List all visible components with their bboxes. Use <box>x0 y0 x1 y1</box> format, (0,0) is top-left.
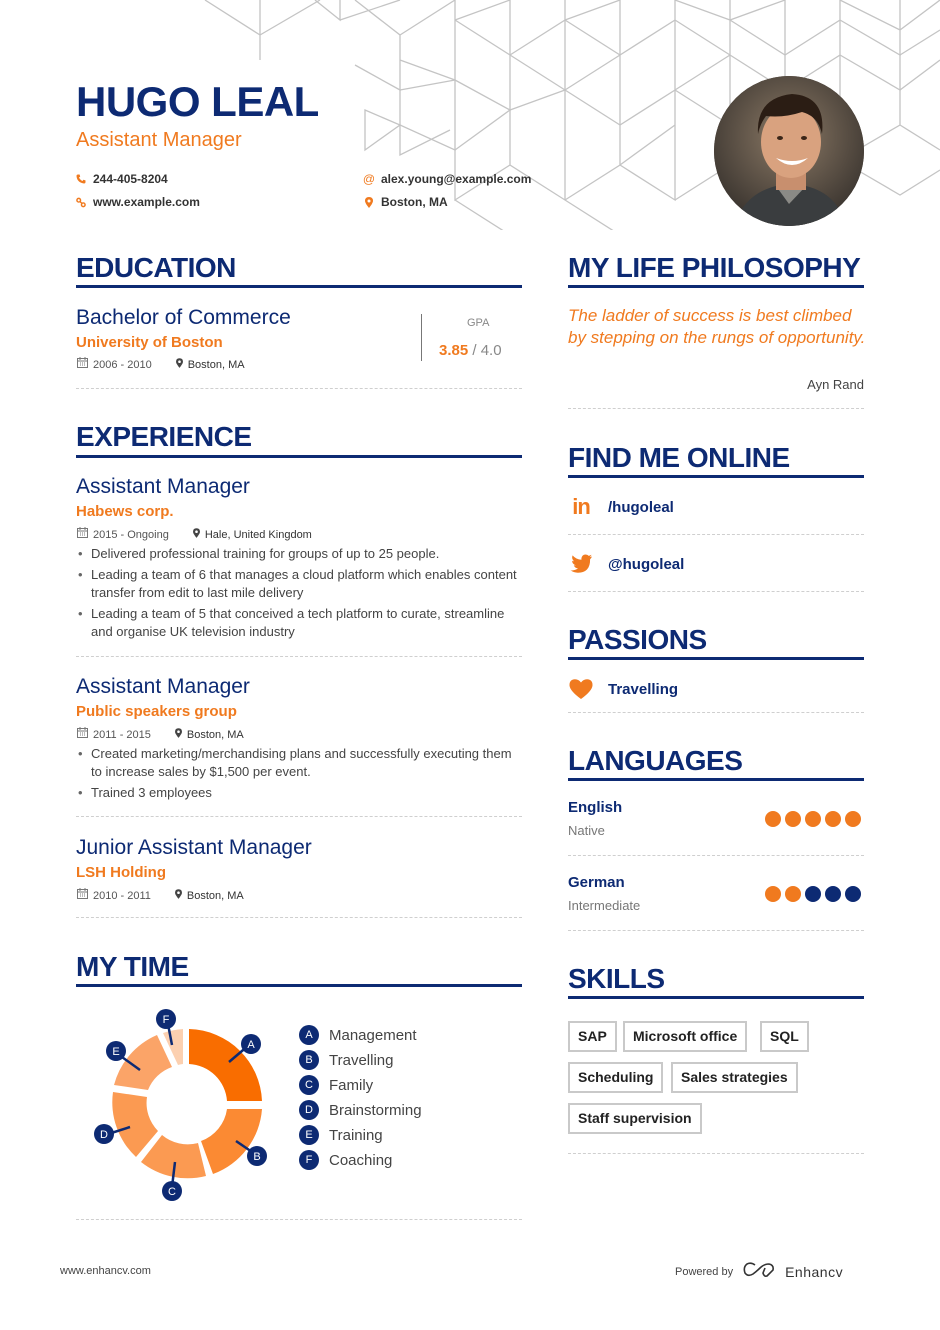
online-end-divider <box>568 591 864 592</box>
education-divider <box>76 285 522 288</box>
gpa-max: 4.0 <box>480 342 502 359</box>
rating-dot-empty <box>805 886 821 902</box>
education-end-divider <box>76 388 522 389</box>
rating-dot-empty <box>845 886 861 902</box>
rating-dot-empty <box>825 886 841 902</box>
map-pin-icon <box>193 528 200 542</box>
bullet-item: • Trained 3 employees <box>76 784 516 802</box>
legend-label: Coaching <box>329 1151 393 1169</box>
avatar <box>714 76 864 226</box>
rating-dot-filled <box>785 886 801 902</box>
legend-item <box>299 1075 373 1095</box>
linkedin-icon: in <box>572 494 590 519</box>
gpa-divider <box>421 314 422 361</box>
language-divider <box>568 855 864 856</box>
legend-item <box>299 1050 393 1070</box>
contact-email[interactable] <box>364 171 531 187</box>
language-rating-english <box>765 811 861 827</box>
map-pin-icon <box>175 728 182 742</box>
legend-item <box>299 1125 383 1145</box>
skill-tag: Staff supervision <box>568 1103 702 1134</box>
bullet-item: • Created marketing/merchandising plans and successfully executing them to increase sales by $1,500 per event. <box>76 745 516 781</box>
bullet-item: • Delivered professional training for groups of up to 25 people. <box>76 545 526 563</box>
gpa-value <box>439 342 502 359</box>
skill-tag: SAP <box>568 1021 617 1052</box>
twitter-icon <box>568 554 594 574</box>
skills-end-divider <box>568 1153 864 1154</box>
legend-badge: A <box>299 1025 319 1045</box>
powered-by-text: Powered by <box>675 1265 734 1278</box>
passion-item <box>568 677 678 701</box>
passion-label: Travelling <box>608 680 679 698</box>
legend-item <box>299 1150 392 1170</box>
skill-tag: SQL <box>760 1021 809 1052</box>
philosophy-quote: The ladder of success is best climbed by stepping on the rungs of opportunity. <box>568 306 866 347</box>
education-section-title: EDUCATION <box>76 252 236 283</box>
online-section-title: FIND ME ONLINE <box>568 442 790 473</box>
bullet-item: • Leading a team of 5 that conceived a tech platform to curate, streamline and organise UK television industry <box>76 605 526 641</box>
calendar-icon <box>77 357 88 372</box>
map-pin-icon <box>364 196 374 208</box>
languages-section-title: LANGUAGES <box>568 745 743 776</box>
gpa-label: GPA <box>467 317 490 329</box>
legend-label: Brainstorming <box>329 1101 422 1119</box>
language-level: Native <box>568 823 605 838</box>
contact-website[interactable] <box>76 194 200 210</box>
svg-text:B: B <box>253 1151 261 1163</box>
job-company: Habews corp. <box>76 503 174 520</box>
legend-badge: D <box>299 1100 319 1120</box>
job-bullets <box>76 545 526 644</box>
legend-label: Training <box>329 1126 383 1144</box>
website-link[interactable]: www.example.com <box>93 195 200 209</box>
languages-divider <box>568 778 864 781</box>
my-time-section-title: MY TIME <box>76 951 189 982</box>
rating-dot-filled <box>765 811 781 827</box>
segment-e <box>114 1035 172 1090</box>
job-dates: 2015 - Ongoing <box>93 528 169 541</box>
calendar-icon <box>77 527 88 542</box>
svg-text:D: D <box>100 1129 108 1141</box>
job-divider <box>76 917 522 918</box>
gpa-separator: / <box>468 342 481 359</box>
job-meta <box>77 727 244 742</box>
donut-segments <box>112 1029 262 1178</box>
legend-badge: F <box>299 1150 319 1170</box>
linkedin-handle[interactable]: /hugoleal <box>608 498 674 516</box>
language-level: Intermediate <box>568 898 641 913</box>
skill-tag: Scheduling <box>568 1062 663 1093</box>
quote-author: Ayn Rand <box>807 377 864 392</box>
job-bullets <box>76 745 516 805</box>
philosophy-end-divider <box>568 408 864 409</box>
legend-label: Management <box>329 1026 417 1044</box>
heart-icon <box>568 678 594 700</box>
job-company: LSH Holding <box>76 864 166 881</box>
online-divider <box>568 475 864 478</box>
skills-divider <box>568 996 864 999</box>
svg-text:F: F <box>162 1014 170 1026</box>
calendar-icon <box>77 888 88 903</box>
philosophy-divider <box>568 285 864 288</box>
at-icon: @ <box>362 172 376 186</box>
job-title: Assistant Manager <box>76 475 250 498</box>
link-icon <box>76 196 86 208</box>
svg-text:C: C <box>168 1186 176 1198</box>
job-location: Hale, United Kingdom <box>204 528 312 541</box>
education-degree: Bachelor of Commerce <box>76 306 291 329</box>
job-title: Junior Assistant Manager <box>76 836 312 859</box>
legend-label: Family <box>329 1076 374 1094</box>
passions-section-title: PASSIONS <box>568 624 707 655</box>
candidate-name: HUGO LEAL <box>76 78 319 125</box>
education-meta <box>77 357 245 372</box>
legend-item <box>299 1100 422 1120</box>
job-dates: 2011 - 2015 <box>93 728 151 741</box>
experience-divider <box>76 455 522 458</box>
phone-number: 244-405-8204 <box>93 172 168 186</box>
legend-badge: B <box>299 1050 319 1070</box>
rating-dot-filled <box>825 811 841 827</box>
experience-section-title: EXPERIENCE <box>76 421 252 452</box>
twitter-link[interactable] <box>568 552 684 576</box>
time-donut-chart <box>90 1005 280 1205</box>
my-time-divider <box>76 984 522 987</box>
skills-section-title: SKILLS <box>568 963 665 994</box>
job-location: Boston, MA <box>186 728 244 741</box>
candidate-title: Assistant Manager <box>76 129 242 151</box>
twitter-handle[interactable]: @hugoleal <box>608 555 685 573</box>
job-divider <box>76 656 522 657</box>
legend-badge: C <box>299 1075 319 1095</box>
linkedin-link[interactable] <box>568 495 674 519</box>
location-text: Boston, MA <box>381 195 448 209</box>
education-dates: 2006 - 2010 <box>93 358 152 371</box>
legend-label: Travelling <box>329 1051 394 1069</box>
my-time-end-divider <box>76 1219 522 1220</box>
language-rating-german <box>765 886 861 902</box>
philosophy-section-title: MY LIFE PHILOSOPHY <box>568 252 861 283</box>
rating-dot-filled <box>805 811 821 827</box>
legend-item <box>299 1025 417 1045</box>
footer-powered-by[interactable] <box>675 1262 843 1281</box>
education-location: Boston, MA <box>187 358 245 371</box>
rating-dot-filled <box>765 886 781 902</box>
rating-dot-filled <box>785 811 801 827</box>
language-name: English <box>568 799 623 816</box>
job-meta <box>77 888 244 903</box>
calendar-icon <box>77 727 88 742</box>
passions-end-divider <box>568 712 864 713</box>
job-meta <box>77 527 312 542</box>
email-link[interactable]: alex.young@example.com <box>381 172 532 186</box>
job-divider <box>76 816 522 817</box>
contact-phone <box>76 171 168 187</box>
svg-text:A: A <box>247 1039 255 1051</box>
job-title: Assistant Manager <box>76 675 250 698</box>
map-pin-icon <box>176 358 183 372</box>
language-name: German <box>568 874 625 891</box>
legend-badge: E <box>299 1125 319 1145</box>
svg-text:E: E <box>112 1046 120 1058</box>
online-item-divider <box>568 534 864 535</box>
skill-tag: Microsoft office <box>623 1021 747 1052</box>
languages-end-divider <box>568 930 864 931</box>
rating-dot-filled <box>845 811 861 827</box>
enhancv-logo-icon <box>743 1262 775 1281</box>
map-pin-icon <box>175 889 182 903</box>
footer-website-link[interactable]: www.enhancv.com <box>60 1265 151 1277</box>
passions-divider <box>568 657 864 660</box>
job-company: Public speakers group <box>76 703 237 720</box>
skill-tag: Sales strategies <box>671 1062 798 1093</box>
job-dates: 2010 - 2011 <box>93 889 151 902</box>
bullet-item: • Leading a team of 6 that manages a cloud platform which enables content transfer from edit to last mile delivery <box>76 566 526 602</box>
job-location: Boston, MA <box>186 889 244 902</box>
education-school: University of Boston <box>76 334 223 351</box>
gpa-score: 3.85 <box>439 342 469 359</box>
contact-location <box>364 194 448 210</box>
brand-name: Enhancv <box>785 1263 844 1280</box>
segment-d <box>112 1092 158 1157</box>
phone-icon <box>76 173 86 185</box>
